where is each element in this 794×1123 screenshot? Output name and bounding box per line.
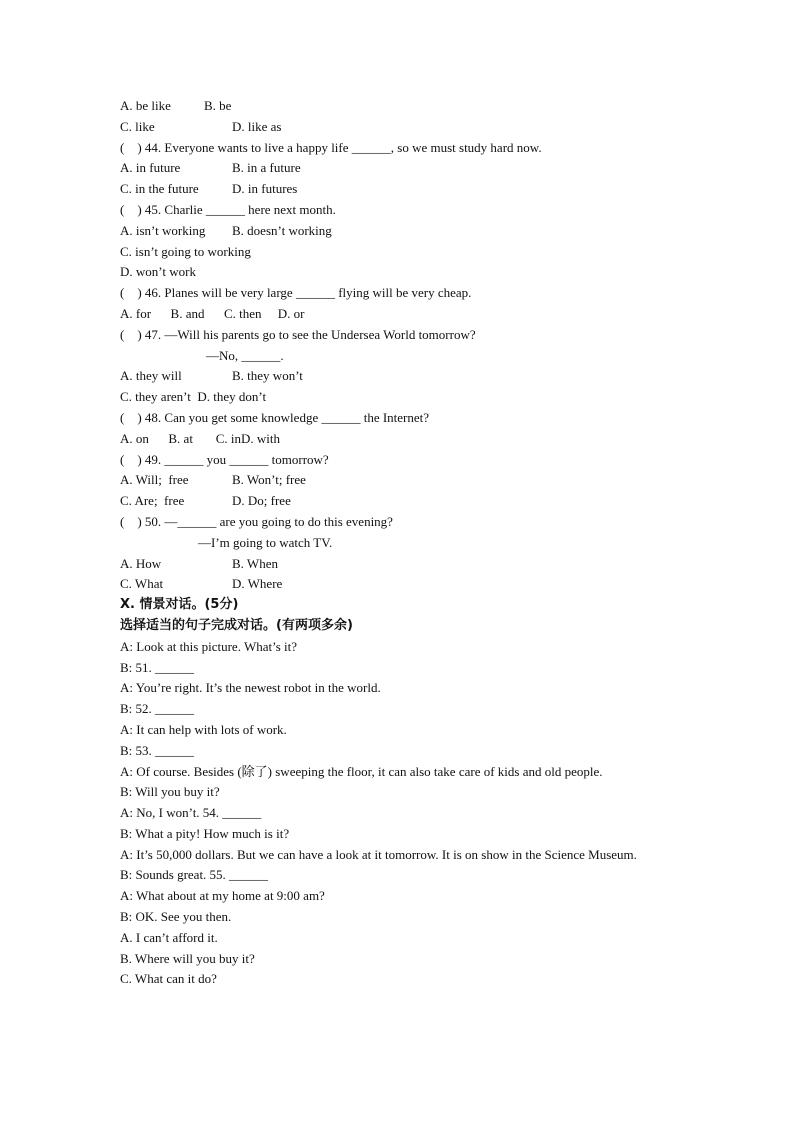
dialogue-line: A: You’re right. It’s the newest robot in the world. [120,680,381,696]
dialogue-line: B: 51. ______ [120,659,195,675]
q45-option-d-row [120,262,680,283]
q50-option-c: C. What [120,576,164,592]
dialogue-line: B: 52. ______ [120,701,195,717]
q43-option-b: B. be [204,98,232,113]
q50-option-a: A. How [120,555,162,571]
section-x-instruction: 选择适当的句子完成对话。(有两项多余) [120,617,353,633]
answer-option: A. I can’t afford it. [120,929,218,945]
q44-options-row-2 [120,179,680,200]
q44-option-d: D. in futures [232,181,298,197]
q47-option-a: A. they will [120,368,182,384]
q44-options-row-1 [120,158,680,179]
q49-options-row-2 [120,491,680,512]
dialogue-line: B: Sounds great. 55. ______ [120,867,269,883]
q50-options-row-1 [120,554,680,575]
dialogue-line: A: Look at this picture. What’s it? [120,638,298,654]
q50-option-b: B. When [232,555,278,571]
q47-reply: —No, ______. [206,347,284,363]
q44-stem: ( ) 44. Everyone wants to live a happy life ______, so we must study hard now. [120,139,542,155]
q47-options-row-2 [120,387,680,408]
answer-option: C. What can it do? [120,971,217,987]
dialogue-line: A: What about at my home at 9:00 am? [120,888,325,904]
dialogue-line: B: 53. ______ [120,742,195,758]
q43-option-c: C. like [120,118,155,134]
q45-option-c-row [120,242,680,263]
q46-stem: ( ) 46. Planes will be very large ______ flying will be very cheap. [120,285,472,301]
dialogue-line: A: It can help with lots of work. [120,721,287,737]
dialogue-line: B: Will you buy it? [120,784,220,800]
q50-reply: —I’m going to watch TV. [198,534,333,550]
answer-option: B. Where will you buy it? [120,950,255,966]
q50-stem: ( ) 50. —______ are you going to do this evening? [120,513,393,529]
q46-options: A. for B. and C. then D. or [120,305,305,321]
q47-option-b: B. they won’t [232,368,303,384]
q49-option-a: A. Will; free [120,472,189,488]
q45-option-d: D. won’t work [120,264,196,280]
q49-options-row-1 [120,470,680,491]
q43-option-d: D. like as [232,118,282,134]
q44-option-a: A. in future [120,160,181,176]
q49-option-d: D. Do; free [232,493,291,509]
q45-option-c: C. isn’t going to working [120,243,251,259]
q45-option-b: B. doesn’t working [232,222,332,238]
q47-options-row-1 [120,366,680,387]
q49-option-c: C. Are; free [120,493,185,509]
q50-option-d: D. Where [232,576,283,592]
exam-content [120,96,680,990]
section-x-title: X. 情景对话。(5分) [120,597,239,613]
q49-stem: ( ) 49. ______ you ______ tomorrow? [120,451,329,467]
q45-stem: ( ) 45. Charlie ______ here next month. [120,201,336,217]
dialogue-line: A: Of course. Besides (除了) sweeping the floor, it can also take care of kids and old people. [120,763,603,779]
q49-option-b: B. Won’t; free [232,472,306,488]
q47-option-cd: C. they aren’t D. they don’t [120,389,267,405]
dialogue-line: A: No, I won’t. 54. ______ [120,805,262,821]
dialogue-line: B: OK. See you then. [120,909,232,925]
q43-options-row-2 [120,117,680,138]
dialogue-line: B: What a pity! How much is it? [120,825,290,841]
q47-stem: ( ) 47. —Will his parents go to see the Undersea World tomorrow? [120,326,476,342]
q48-stem: ( ) 48. Can you get some knowledge ______ the Internet? [120,409,430,425]
q43-option-a: A. be like [120,98,171,113]
q48-options: A. on B. at C. inD. with [120,430,280,446]
q44-option-b: B. in a future [232,160,301,176]
q45-option-a: A. isn’t working [120,222,206,238]
q50-options-row-2 [120,574,680,595]
q44-option-c: C. in the future [120,181,199,197]
q43-options-row-1 [120,96,680,117]
dialogue-line-long: A: It’s 50,000 dollars. But we can have a look at it tomorrow. It is on show in the Science Museum. [120,846,637,862]
q45-options-row-1 [120,221,680,242]
